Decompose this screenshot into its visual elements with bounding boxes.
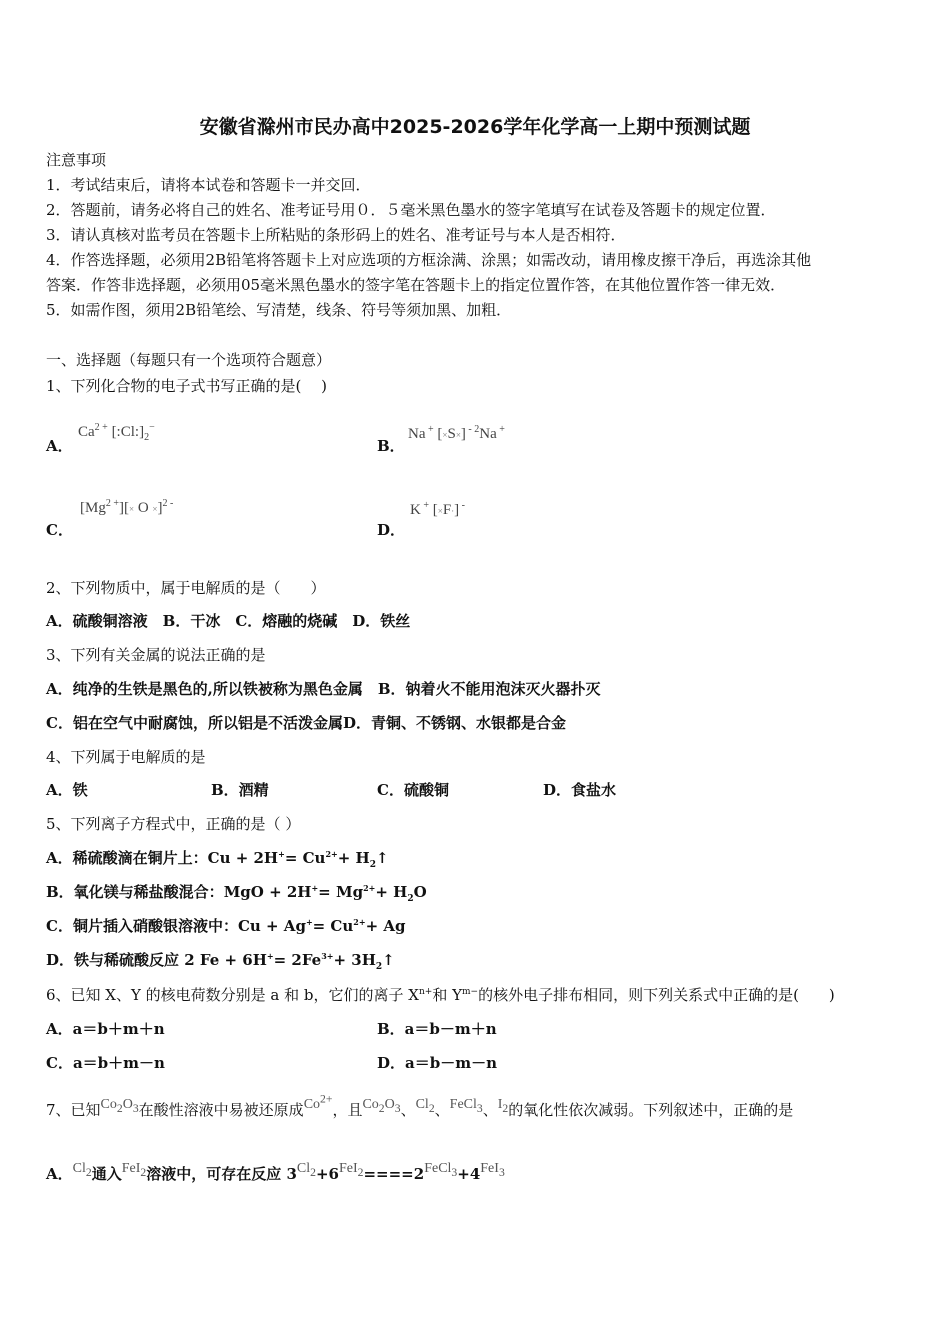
option-text: C．铜片插入硝酸银溶液中： bbox=[46, 917, 238, 935]
q1-option-d-formula-image: K + [×F·] - bbox=[410, 500, 465, 518]
question-2-stem: 2、下列物质中，属于电解质的是（ ） bbox=[46, 579, 326, 597]
notice-item: 3．请认真核对监考员在答题卡上所粘贴的条形码上的姓名、准考证号与本人是否相符． bbox=[46, 226, 626, 244]
question-4-stem: 4、下列属于电解质的是 bbox=[46, 748, 206, 766]
stem-part: 的氧化性依次减弱。下列叙述中，正确的是 bbox=[508, 1101, 794, 1119]
stem-part: 的核外电子排布相同，则下列关系式中正确的是( ) bbox=[478, 986, 835, 1004]
q1-option-a-formula-image: $Ca^{2 +}$ $[:Cl:]_2^-$ bbox=[78, 422, 155, 443]
notice-item: 答案．作答非选择题，必须用05毫米黑色墨水的签字笔在答题卡上的指定位置作答，在其他位置作答一律无效． bbox=[46, 276, 786, 294]
page-title: 安徽省滁州市民办高中2025-2026学年化学高一上期中预测试题 bbox=[199, 116, 751, 138]
notice-item: 2．答题前，请务必将自己的姓名、准考证号用０．５毫米黑色墨水的签字笔填写在试卷及答题卡的规定位置． bbox=[46, 201, 776, 219]
question-5-stem: 5、下列离子方程式中，正确的是（ ） bbox=[46, 815, 301, 833]
question-6-option-a: A．a＝b＋m＋n bbox=[46, 1020, 165, 1038]
question-4-option-d: D．食盐水 bbox=[543, 781, 617, 799]
question-1-stem: 1、下列化合物的电子式书写正确的是( ) bbox=[46, 377, 328, 395]
option-text: B．氧化镁与稀盐酸混合： bbox=[46, 883, 224, 901]
question-3-stem: 3、下列有关金属的说法正确的是 bbox=[46, 646, 266, 664]
stem-part: ，且 bbox=[332, 1101, 363, 1119]
question-7-option-a: A．$Cl_2$通入FeI$_2$溶液中，可存在反应 $3Cl_2+6FeI_2====2FeCl_3+4FeI_3$ bbox=[46, 1161, 505, 1183]
q1-option-b-formula-image: Na + [×S×] $^{- 2}$Na + bbox=[408, 424, 505, 442]
option-text: ====2 bbox=[363, 1165, 425, 1183]
question-6-option-b: B．a＝b－m＋n bbox=[377, 1020, 497, 1038]
question-6-stem: 6、已知 X、Y 的核电荷数分别是 a 和 b，它们的离子 $X^{n+}$和 $Y^{m-}$的核外电子排布相同，则下列关系式中正确的是( ) bbox=[46, 986, 835, 1004]
option-text: +4 bbox=[457, 1165, 481, 1183]
option-text: D．铁与稀硫酸反应 bbox=[46, 951, 185, 969]
q1-option-b-label: B． bbox=[377, 437, 405, 455]
question-6-option-c: C．a＝b＋m－n bbox=[46, 1054, 165, 1072]
q1-option-d-label: D． bbox=[377, 521, 406, 539]
notice-item: 1．考试结束后，请将本试卷和答题卡一并交回． bbox=[46, 176, 371, 194]
question-5-option-d: D．铁与稀硫酸反应 2 $Fe + 6H^+= 2Fe^{3+}+$ $3H_2↑$ bbox=[46, 951, 395, 972]
question-5-option-a: A．稀硫酸滴在铜片上：$Cu + 2H^+= Cu^{2+}+$ $H_2↑$ bbox=[46, 849, 389, 870]
question-2-options: A．硫酸铜溶液 B．干冰 C．熔融的烧碱 D．铁丝 bbox=[46, 612, 411, 630]
section-heading: 一、选择题（每题只有一个选项符合题意） bbox=[46, 351, 332, 369]
question-3-options-line1: A．纯净的生铁是黑色的,所以铁被称为黑色金属 B．钠着火不能用泡沫灭火器扑灭 bbox=[46, 680, 601, 698]
option-text: 溶液中，可存在反应 3 bbox=[146, 1165, 297, 1183]
option-text: A．稀硫酸滴在铜片上： bbox=[46, 849, 208, 867]
q1-option-c-formula-image: $[Mg^{2 +}][\times O \times]^{2 -}$ bbox=[80, 498, 174, 516]
notice-item: 4．作答选择题，必须用2B铅笔将答题卡上对应选项的方框涂满、涂黑；如需改动，请用橡皮擦干净后，再选涂其他 bbox=[46, 251, 812, 269]
option-label: A． bbox=[46, 1165, 73, 1183]
stem-part: 和 Y bbox=[432, 986, 462, 1004]
notice-item: 5．如需作图，须用2B铅笔绘、写清楚，线条、符号等须加黑、加粗． bbox=[46, 301, 512, 319]
question-5-option-b: B．氧化镁与稀盐酸混合：MgO + $2H^+= Mg^{2+}+ H_2O$ bbox=[46, 883, 427, 904]
q1-option-a-label: A． bbox=[46, 437, 73, 455]
stem-part: 7、已知 bbox=[46, 1101, 101, 1119]
question-4-option-b: B．酒精 bbox=[211, 781, 269, 799]
question-5-option-c: C．铜片插入硝酸银溶液中：$Cu + Ag^+= Cu^{2+}+ Ag$ bbox=[46, 917, 406, 935]
stem-part: 6、已知 X、Y 的核电荷数分别是 a 和 b，它们的离子 X bbox=[46, 986, 419, 1004]
question-4-option-c: C．硫酸铜 bbox=[377, 781, 449, 799]
question-3-options-line2: C．铝在空气中耐腐蚀，所以铝是不活泼金属D．青铜、不锈钢、水银都是合金 bbox=[46, 714, 566, 732]
question-6-option-d: D．a＝b－m－n bbox=[377, 1054, 497, 1072]
question-7-stem: 7、已知$Co_2O_3$在酸性溶液中易被还原成$Co^{2+}$，且$Co_2O_3$、$Cl_2$、FeCl$_3$、$I_2$的氧化性依次减弱。下列叙述中，正确的是 bbox=[46, 1092, 794, 1119]
q1-option-c-label: C． bbox=[46, 521, 73, 539]
question-4-option-a: A．铁 bbox=[46, 781, 88, 799]
option-text: +6 bbox=[315, 1165, 339, 1183]
stem-part: 在酸性溶液中易被还原成 bbox=[138, 1101, 304, 1119]
option-text: 通入 bbox=[91, 1165, 122, 1183]
notice-heading: 注意事项 bbox=[46, 151, 107, 169]
